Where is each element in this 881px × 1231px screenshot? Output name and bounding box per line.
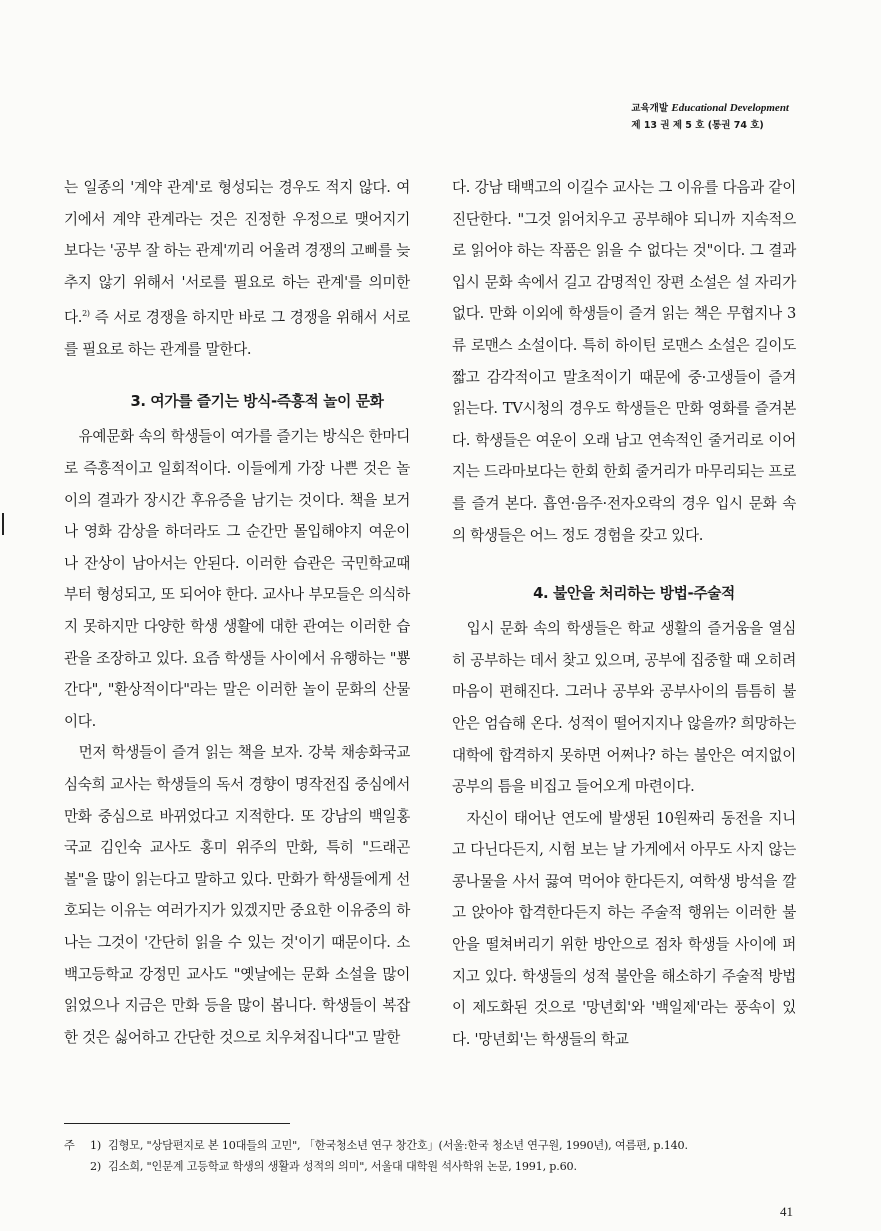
footnote-marker: 주 [64,1139,75,1152]
page-number: 41 [780,1204,793,1219]
footnote-item [64,1156,794,1177]
running-header [631,100,789,134]
journal-title [631,100,789,117]
footnote-number: 2) [90,1160,102,1173]
footnote-ref: 2) [82,309,90,319]
footnote-number: 1) [90,1139,102,1152]
paragraph: 다. 강남 태백고의 이길수 교사는 그 이유를 다음과 같이 진단한다. "그것 읽어치우고 공부해야 되니까 지속적으로 읽어야 하는 작품은 읽을 수 없다는 것"이다. 그 결과 입시 문화 속에서 길고 감명적인 장편 소설은 설 자리가 없다. 만화 이외에 학생들이 즐겨 읽는 책은 무협지나 3류 로맨스 소설이다. 특히 하이틴 로맨스 소설은 길이도 짧고 감각적이고 말초적이기 때문에 중·고생들이 즐겨 읽는다. TV시청의 경우도 학생들은 만화 영화를 즐겨본다. 학생들은 여운이 오래 남고 연속적인 줄거리로 이어지는 드라마보다는 한회 한회 줄거리가 마무리되는 프로를 즐겨 본다. 흡연·음주·전자오락의 경우 입시 문화 속의 학생들은 어느 정도 경험을 갖고 있다. [452,179,796,544]
left-column [64,172,410,1053]
paragraph [64,172,410,365]
section-heading-4: 4. 불안을 처리하는 방법-주술적 [533,585,735,603]
journal-title-ko: 교육개발 [631,103,669,114]
paragraph: 입시 문화 속의 학생들은 학교 생활의 즐거움을 열심히 공부하는 데서 찾고 있으며, 공부에 집중할 때 오히려 마음이 편해진다. 그러나 공부와 공부사이의 틈틈히 불안은 엄습해 온다. 성적이 떨어지지나 않을까? 희망하는 대학에 합격하지 못하면 어쩌나? 하는 불안은 여지없이 공부의 틈을 비집고 들어오게 마련이다. [452,620,796,796]
issue-info: 제 13 권 제 5 호 (통권 74 호) [631,120,764,131]
paragraph: 먼저 학생들이 즐겨 읽는 책을 보자. 강북 채송화국교 심숙희 교사는 학생들의 독서 경향이 명작전집 중심에서 만화 중심으로 바뀌었다고 지적한다. 또 강남의 백일홍국교 김인숙 교사도 홍미 위주의 만화, 특히 "드래곤 볼"을 많이 읽는다고 말하고 있다. 만화가 학생들에게 선호되는 이유는 여러가지가 있겠지만 중요한 이유중의 하나는 그것이 '간단히 읽을 수 있는 것'이기 때문이다. 소백고등학교 강정민 교사도 "옛날에는 문화 소설을 많이 읽었으나 지금은 만화 등을 많이 봅니다. 학생들이 복잡한 것은 싫어하고 간단한 것으로 치우쳐집니다"고 말한 [64,744,410,1046]
paragraph-text-tail: 즉 서로 경쟁을 하지만 바로 그 경쟁을 위해서 서로를 필요로 하는 관계를 말한다. [64,309,410,358]
paragraph: 자신이 태어난 연도에 발생된 10원짜리 동전을 지니고 다닌다든지, 시험 보는 날 가게에서 아무도 사지 않는 콩나물을 사서 끓여 먹어야 한다든지, 여학생 방석을 깔고 앉아야 합격한다든지 하는 주술적 행위는 이러한 불안을 떨쳐버리기 위한 방안으로 점차 학생들 사이에 퍼지고 있다. 학생들의 성적 불안을 해소하기 주술적 방법이 제도화된 것으로 '망년회'와 '백일제'라는 풍속이 있다. '망년회'는 학생들의 학교 [452,809,796,1048]
margin-mark [2,513,4,535]
footnote-item [64,1135,794,1156]
paragraph: 유예문화 속의 학생들이 여가를 즐기는 방식은 한마디로 즉흥적이고 일회적이다. 이들에게 가장 나쁜 것은 놀이의 결과가 장시간 후유증을 남기는 것이다. 책을 보거나 영화 감상을 하더라도 그 순간만 몰입해야지 여운이나 잔상이 남아서는 안된다. 이러한 습관은 국민학교때부터 형성되고, 또 되어야 한다. 교사나 부모들은 의식하지 못하지만 다양한 학생 생활에 대한 관여는 이러한 습관을 조장하고 있다. 요즘 학생들 사이에서 유행하는 "뿅 간다", "환상적이다"라는 말은 이러한 놀이 문화의 산물이다. [64,428,410,730]
paragraph-text: 는 일종의 '계약 관계'로 형성되는 경우도 적지 않다. 여기에서 계약 관계라는 것은 진정한 우정으로 맺어지기 보다는 '공부 잘 하는 관계'끼리 어울려 경쟁의 고삐를 늦추지 않기 위해서 '서로를 필요로 하는 관계'를 의미한다. [64,179,410,327]
right-column [452,172,796,1055]
footnote-text: 김형모, "상담편지로 본 10대들의 고민", 「한국청소년 연구 창간호」(서울:한국 청소년 연구원, 1990년), 여름편, p.140. [108,1139,688,1152]
footnote-text: 김소희, "인문계 고등학교 학생의 생활과 성적의 의미", 서울대 대학원 석사학위 논문, 1991, p.60. [108,1160,577,1173]
footnotes [64,1135,794,1177]
journal-title-en: Educational Development [671,102,789,114]
footnote-divider [64,1123,290,1124]
section-heading-3: 3. 여가를 즐기는 방식-즉흥적 놀이 문화 [130,393,384,411]
